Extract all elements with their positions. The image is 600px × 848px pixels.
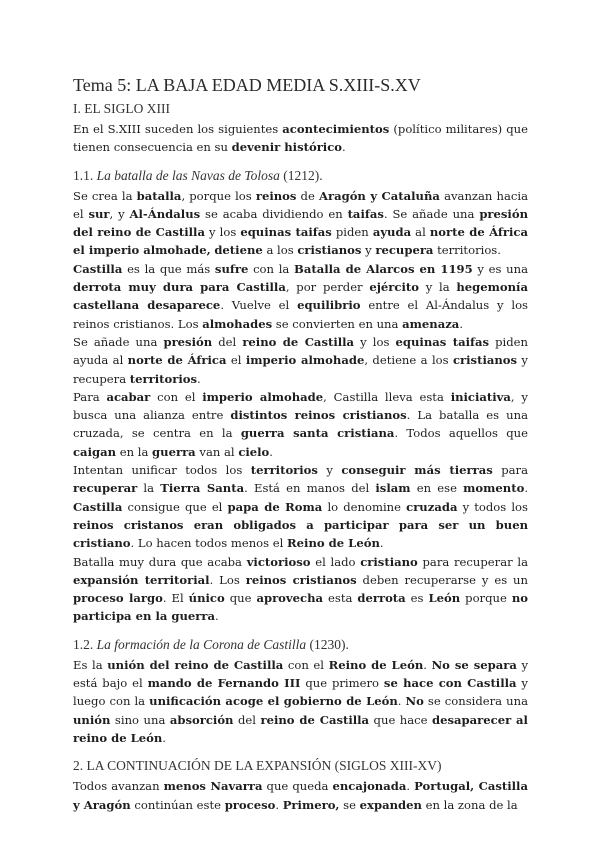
bold-text: Castilla bbox=[73, 261, 123, 276]
bold-text: Batalla de Alarcos en 1195 bbox=[294, 261, 473, 276]
bold-text: reino de Castilla bbox=[242, 334, 355, 349]
text: van al bbox=[195, 444, 239, 459]
bold-text: almohades bbox=[202, 316, 273, 331]
section-1-heading: I. EL SIGLO XIII bbox=[73, 101, 170, 116]
bold-text: Aragón y Cataluña bbox=[318, 188, 440, 203]
bold-text: Portugal, Castilla y Aragón bbox=[73, 779, 528, 812]
text: Es la bbox=[73, 657, 108, 672]
text: . Vuelve el bbox=[220, 298, 298, 313]
text: . bbox=[342, 140, 346, 155]
text: de bbox=[296, 188, 319, 203]
bold-text: ejército bbox=[369, 280, 419, 295]
bold-text: iniciativa bbox=[450, 389, 511, 404]
bold-text: acontecimientos bbox=[282, 122, 390, 136]
bold-text: expanden bbox=[359, 797, 422, 812]
text: que hace bbox=[369, 712, 433, 727]
bold-text: sur bbox=[88, 206, 110, 221]
paragraph bbox=[73, 656, 528, 747]
bold-text: cristiano bbox=[360, 554, 418, 569]
bold-text: menos Navarra bbox=[163, 779, 263, 794]
text: consigue que el bbox=[122, 499, 228, 514]
text: piden ayuda al bbox=[73, 334, 528, 368]
subsection-1-1-heading bbox=[73, 167, 528, 185]
text: Se añade una bbox=[73, 334, 164, 349]
text: en ese bbox=[410, 481, 464, 496]
bold-text: victorioso bbox=[246, 554, 311, 569]
bold-text: guerra bbox=[152, 444, 196, 459]
bold-text: territorios bbox=[250, 463, 318, 478]
bold-text: devenir histórico bbox=[231, 140, 342, 155]
text: . bbox=[197, 371, 201, 386]
text: Batalla muy dura que acaba bbox=[73, 554, 247, 569]
bold-text: distintos reinos cristianos bbox=[230, 408, 407, 423]
bold-text: acabar bbox=[106, 389, 151, 404]
bold-text: cruzada bbox=[406, 499, 458, 514]
bold-text: recupera bbox=[375, 243, 434, 258]
bold-text: equinas taifas bbox=[395, 334, 490, 349]
text: que primero bbox=[300, 676, 384, 691]
bold-text: guerra santa cristiana bbox=[240, 426, 395, 441]
section-1-intro bbox=[73, 120, 528, 157]
bold-text: cielo bbox=[238, 444, 270, 459]
text: , y busca una alianza entre bbox=[73, 389, 528, 423]
text: y recupera bbox=[73, 353, 528, 386]
text: y está bajo el bbox=[73, 657, 529, 691]
text: esta bbox=[323, 591, 358, 606]
bold-text: derrota bbox=[357, 591, 406, 606]
heading-year: (1212). bbox=[279, 167, 323, 183]
text: . Los bbox=[209, 572, 246, 587]
text: Todos avanzan bbox=[73, 779, 164, 794]
text: para recuperar la bbox=[417, 554, 528, 569]
bold-text: reinos cristanos eran obligados a participar para ser un buen cristiano bbox=[73, 517, 528, 551]
bold-text: equilibrio bbox=[297, 298, 361, 313]
bold-text: unión bbox=[73, 712, 111, 727]
bold-text: No se separa bbox=[431, 657, 517, 672]
paragraph bbox=[73, 333, 528, 388]
bold-text: Al-Ándalus bbox=[129, 206, 201, 221]
text: el bbox=[226, 353, 246, 368]
bold-text: cristianos bbox=[452, 353, 518, 368]
bold-text: desaparecer al reino de León bbox=[73, 712, 528, 745]
paragraph bbox=[73, 260, 528, 333]
text: . bbox=[379, 536, 384, 551]
text: y la bbox=[418, 280, 457, 295]
bold-text: Tierra Santa bbox=[160, 481, 245, 496]
bold-text: único bbox=[188, 591, 225, 606]
text: es bbox=[405, 591, 429, 606]
bold-text: presión bbox=[163, 334, 213, 349]
text: . bbox=[215, 609, 219, 624]
bold-text: equinas taifas bbox=[240, 225, 332, 240]
text: . bbox=[524, 481, 528, 496]
text: . bbox=[459, 316, 464, 331]
subsection-1-2-heading bbox=[73, 636, 528, 654]
paragraph bbox=[73, 553, 528, 626]
bold-text: mando de Fernando III bbox=[147, 676, 301, 691]
bold-text: papa de Roma bbox=[227, 499, 323, 514]
bold-text: derrota muy dura para Castilla bbox=[73, 280, 286, 295]
bold-text: sufre bbox=[214, 261, 249, 276]
bold-text: León bbox=[428, 591, 461, 606]
text: continúan este bbox=[130, 797, 225, 812]
text: avanzan hacia el bbox=[73, 188, 529, 221]
text: se convierten en una bbox=[272, 316, 403, 331]
bold-text: recuperar bbox=[73, 481, 138, 496]
text: . La batalla es una cruzada, se centra en la bbox=[73, 408, 528, 441]
text: territorios. bbox=[433, 243, 501, 258]
text: . bbox=[406, 779, 415, 794]
bold-text: amenaza bbox=[402, 316, 460, 331]
text: . Todos aquellos que bbox=[394, 426, 528, 441]
heading-italic: La formación de la Corona de Castilla bbox=[96, 636, 307, 652]
text: Se crea la bbox=[73, 188, 137, 203]
bold-text: encajonada bbox=[332, 779, 407, 794]
bold-text: norte de África el imperio almohade, bbox=[73, 225, 528, 258]
text: al bbox=[411, 225, 430, 240]
text: piden bbox=[331, 225, 373, 240]
text: . bbox=[162, 730, 166, 745]
text: para bbox=[492, 463, 529, 478]
bold-text: territorios bbox=[129, 371, 198, 386]
text: Intentan unificar todos los bbox=[73, 463, 251, 478]
bold-text: detiene bbox=[214, 243, 263, 258]
text: y los bbox=[354, 334, 396, 349]
paragraph bbox=[73, 777, 528, 814]
bold-text: ayuda bbox=[372, 225, 412, 240]
text: el lado bbox=[310, 554, 361, 569]
text: , por perder bbox=[285, 280, 370, 295]
bold-text: conseguir más tierras bbox=[341, 463, 493, 478]
text: se acaba dividiendo en bbox=[200, 206, 348, 221]
bold-text: proceso largo bbox=[73, 591, 163, 606]
bold-text: aprovecha bbox=[256, 591, 324, 606]
text: lo denomine bbox=[322, 499, 407, 514]
bold-text: caigan bbox=[73, 444, 117, 459]
text: es la que más bbox=[122, 261, 215, 276]
text: del bbox=[212, 334, 243, 349]
paragraph bbox=[73, 388, 528, 461]
bold-text: hegemonía castellana desaparece bbox=[73, 280, 528, 313]
heading-number: 1.1. bbox=[73, 167, 97, 183]
bold-text: reino de Castilla bbox=[260, 712, 370, 727]
text: , y bbox=[109, 206, 130, 221]
text: En el S.XIII suceden los siguientes bbox=[73, 122, 283, 136]
bold-text: islam bbox=[375, 481, 411, 496]
text: con el bbox=[150, 389, 203, 404]
paragraph bbox=[73, 187, 528, 260]
bold-text: unión del reino de Castilla bbox=[107, 657, 284, 672]
text: la bbox=[137, 481, 161, 496]
text: se considera una bbox=[423, 694, 528, 709]
bold-text: proceso bbox=[224, 797, 276, 812]
text: en la bbox=[116, 444, 153, 459]
text: con la bbox=[248, 261, 295, 276]
text: . Se añade una bbox=[383, 206, 480, 221]
text: . bbox=[423, 657, 432, 672]
text: , detiene a los bbox=[364, 353, 453, 368]
text: porque bbox=[460, 591, 512, 606]
bold-text: absorción bbox=[169, 712, 234, 727]
text: (político militares) que tienen consecuencia en su bbox=[73, 122, 528, 155]
bold-text: Reino de León bbox=[328, 657, 424, 672]
bold-text: reinos bbox=[255, 188, 297, 203]
text: que bbox=[224, 591, 257, 606]
bold-text: presión del reino de Castilla bbox=[73, 206, 528, 240]
bold-text: norte de África bbox=[127, 353, 227, 368]
bold-text: momento bbox=[463, 481, 525, 496]
bold-text: unificación acoge el gobierno de León bbox=[149, 694, 398, 709]
text: con el bbox=[283, 657, 329, 672]
bold-text: Castilla bbox=[73, 499, 123, 514]
text: sino una bbox=[110, 712, 170, 727]
text: Para bbox=[73, 389, 107, 404]
bold-text: no participa en la guerra bbox=[73, 591, 528, 624]
text: y los bbox=[204, 225, 241, 240]
heading-year: (1230). bbox=[306, 636, 349, 652]
text: en la zona de la bbox=[421, 797, 518, 812]
text: , porque los bbox=[181, 188, 256, 203]
bold-text: expansión territorial bbox=[73, 572, 210, 587]
text: y es una bbox=[472, 261, 528, 276]
text: del bbox=[233, 712, 261, 727]
bold-text: Primero, bbox=[282, 797, 340, 812]
heading-number: 1.2. bbox=[73, 636, 97, 652]
text: y todos los bbox=[457, 499, 528, 514]
bold-text: imperio almohade bbox=[245, 353, 365, 368]
text: . El bbox=[162, 591, 189, 606]
text: y bbox=[317, 463, 342, 478]
bold-text: No bbox=[405, 694, 424, 709]
paragraph bbox=[73, 461, 528, 552]
heading-italic: La batalla de las Navas de Tolosa bbox=[96, 167, 280, 183]
text: . bbox=[269, 444, 273, 459]
text: . Lo hacen todos menos el bbox=[130, 536, 288, 551]
text: y luego con la bbox=[73, 676, 528, 709]
text: y bbox=[361, 243, 376, 258]
bold-text: cristianos bbox=[297, 243, 362, 258]
bold-text: reinos cristianos bbox=[245, 572, 357, 587]
text: deben recuperarse y es un bbox=[356, 572, 528, 587]
text: a los bbox=[262, 243, 298, 258]
bold-text: imperio almohade bbox=[202, 389, 324, 404]
text: . bbox=[397, 694, 406, 709]
document-title: Tema 5: LA BAJA EDAD MEDIA S.XIII-S.XV bbox=[73, 75, 421, 95]
text: , Castilla lleva esta bbox=[323, 389, 451, 404]
text: se bbox=[339, 797, 360, 812]
bold-text: se hace con Castilla bbox=[383, 676, 517, 691]
text: . bbox=[275, 797, 283, 812]
bold-text: Reino de León bbox=[287, 536, 380, 551]
text: . Está en manos del bbox=[244, 481, 376, 496]
bold-text: taifas bbox=[347, 206, 384, 221]
section-2-heading: 2. LA CONTINUACIÓN DE LA EXPANSIÓN (SIGLOS XIII-XV) bbox=[73, 758, 442, 774]
bold-text: batalla bbox=[136, 188, 182, 203]
text: que queda bbox=[262, 779, 333, 794]
text: entre el Al-Ándalus y los reinos cristianos. Los bbox=[73, 298, 528, 331]
